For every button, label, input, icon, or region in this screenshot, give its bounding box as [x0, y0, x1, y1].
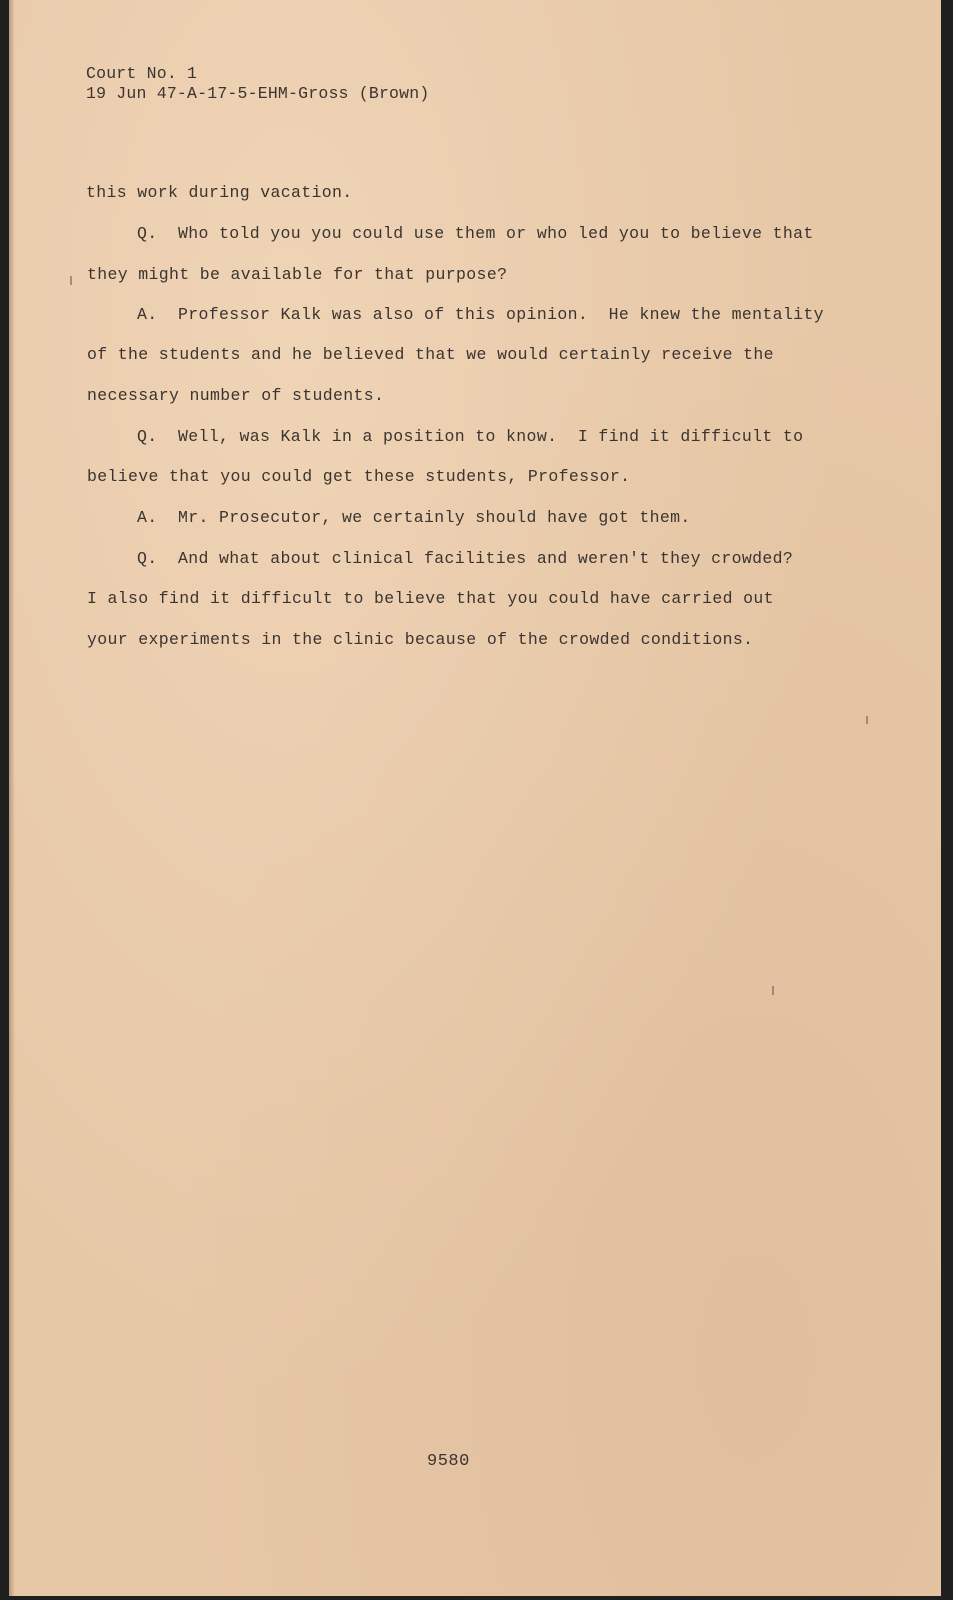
body-line-5: of the students and he believed that we would certainly receive the: [87, 345, 774, 364]
stray-mark: [866, 716, 868, 724]
body-line-10: Q. And what about clinical facilities and weren't they crowded?: [137, 549, 794, 568]
body-line-11: I also find it difficult to believe that you could have carried out: [87, 589, 774, 608]
document-header: [86, 64, 429, 104]
body-line-3: they might be available for that purpose?: [87, 265, 508, 284]
body-line-6: necessary number of students.: [87, 386, 385, 405]
court-number: Court No. 1: [86, 64, 198, 83]
body-line-1: this work during vacation.: [86, 183, 353, 202]
document-page: [9, 0, 941, 1596]
session-reference: 19 Jun 47-A-17-5-EHM-Gross (Brown): [86, 84, 430, 103]
page-edge-shadow: [9, 0, 15, 1596]
body-line-7: Q. Well, was Kalk in a position to know. I find it difficult to: [137, 427, 804, 446]
page-number: 9580: [427, 1452, 470, 1471]
body-line-2: Q. Who told you you could use them or who led you to believe that: [137, 224, 814, 243]
body-line-9: A. Mr. Prosecutor, we certainly should have got them.: [137, 508, 691, 527]
stray-mark: [772, 986, 774, 995]
margin-mark: [70, 276, 72, 285]
body-line-4: A. Professor Kalk was also of this opinion. He knew the mentality: [137, 305, 824, 324]
body-line-12: your experiments in the clinic because of the crowded conditions.: [87, 630, 754, 649]
body-line-8: believe that you could get these students, Professor.: [87, 467, 631, 486]
